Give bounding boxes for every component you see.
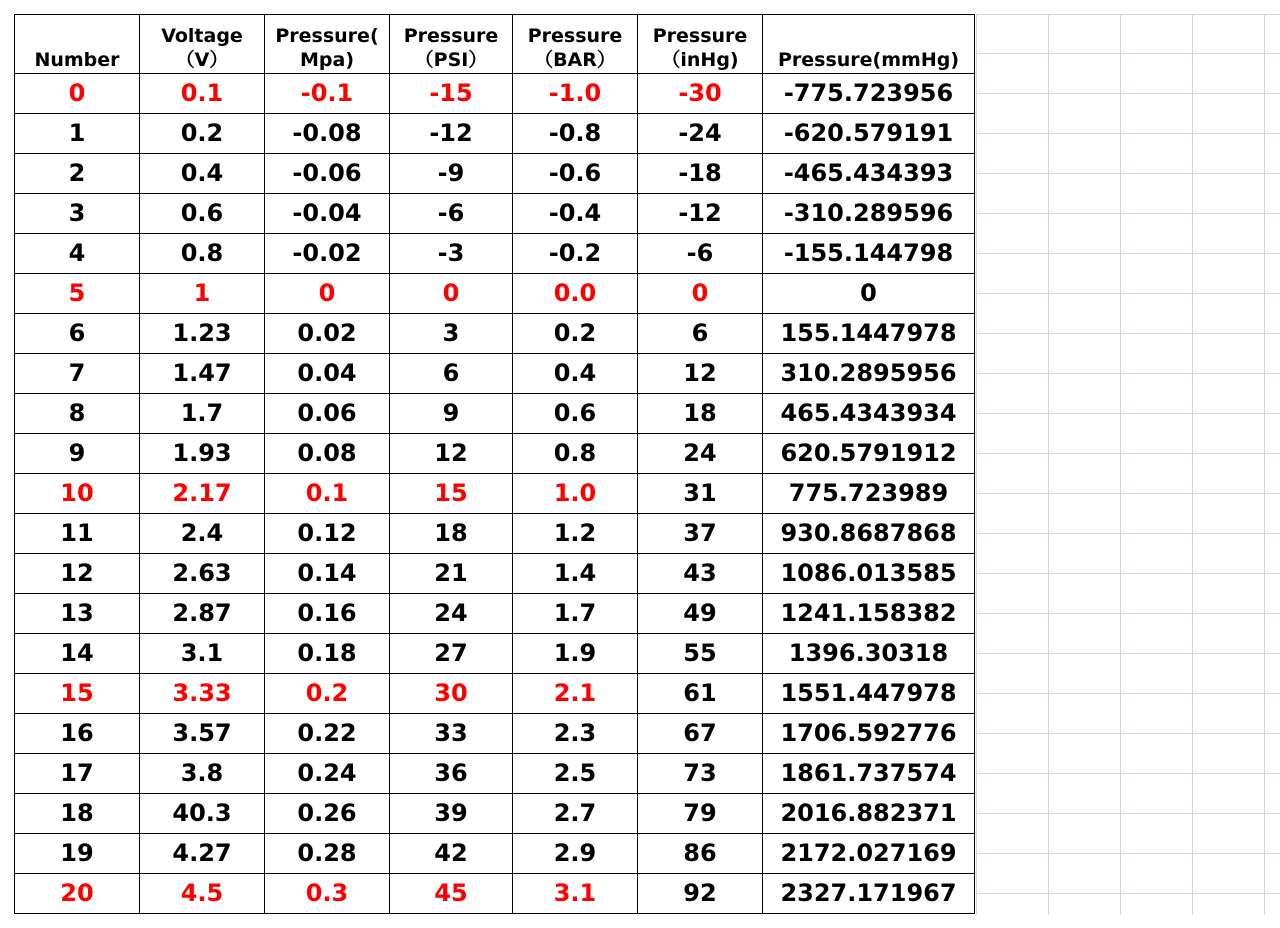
cell-pressure-inhg[interactable]: 43 [638, 554, 763, 594]
cell-pressure-inhg[interactable]: 79 [638, 794, 763, 834]
cell-number[interactable]: 3 [15, 194, 140, 234]
header-line2: （inHg) [661, 49, 739, 71]
cell-voltage[interactable]: 3.8 [140, 754, 265, 794]
cell-pressure-bar[interactable]: -0.4 [513, 194, 638, 234]
cell-pressure-mpa[interactable]: 0.04 [265, 354, 390, 394]
cell-voltage[interactable]: 3.1 [140, 634, 265, 674]
cell-pressure-psi[interactable]: 39 [390, 794, 513, 834]
table-row [15, 594, 975, 634]
cell-pressure-psi[interactable]: 27 [390, 634, 513, 674]
cell-voltage[interactable]: 1.23 [140, 314, 265, 354]
cell-voltage[interactable]: 0.8 [140, 234, 265, 274]
table-row [15, 394, 975, 434]
cell-pressure-mpa[interactable]: -0.1 [265, 74, 390, 114]
cell-voltage[interactable]: 1 [140, 274, 265, 314]
table-row [15, 634, 975, 674]
cell-voltage[interactable]: 2.4 [140, 514, 265, 554]
cell-pressure-psi[interactable]: -9 [390, 154, 513, 194]
cell-pressure-bar[interactable]: 3.1 [513, 874, 638, 914]
cell-pressure-mmhg[interactable]: 2172.027169 [763, 834, 975, 874]
cell-voltage[interactable]: 0.1 [140, 74, 265, 114]
cell-voltage[interactable]: 40.3 [140, 794, 265, 834]
cell-pressure-psi[interactable]: 45 [390, 874, 513, 914]
cell-number[interactable]: 7 [15, 354, 140, 394]
cell-pressure-mpa[interactable]: 0.2 [265, 674, 390, 714]
cell-pressure-bar[interactable]: 0.2 [513, 314, 638, 354]
cell-pressure-inhg[interactable]: -30 [638, 74, 763, 114]
table-row [15, 114, 975, 154]
cell-pressure-mmhg[interactable]: 1086.013585 [763, 554, 975, 594]
cell-pressure-mmhg[interactable]: 930.8687868 [763, 514, 975, 554]
header-pressure-bar[interactable] [513, 15, 638, 74]
cell-voltage[interactable]: 0.2 [140, 114, 265, 154]
cell-pressure-psi[interactable]: 3 [390, 314, 513, 354]
cell-pressure-psi[interactable]: -15 [390, 74, 513, 114]
cell-pressure-bar[interactable]: 1.4 [513, 554, 638, 594]
header-pressure-inhg[interactable] [638, 15, 763, 74]
header-line1: Pressure [527, 25, 623, 47]
cell-pressure-psi[interactable]: 0 [390, 274, 513, 314]
cell-pressure-psi[interactable]: 15 [390, 474, 513, 514]
cell-pressure-mmhg[interactable]: 1396.30318 [763, 634, 975, 674]
cell-number[interactable]: 2 [15, 154, 140, 194]
cell-pressure-bar[interactable]: 2.7 [513, 794, 638, 834]
cell-pressure-bar[interactable]: -1.0 [513, 74, 638, 114]
cell-voltage[interactable]: 4.5 [140, 874, 265, 914]
cell-pressure-psi[interactable]: -3 [390, 234, 513, 274]
table-row [15, 794, 975, 834]
cell-pressure-psi[interactable]: 36 [390, 754, 513, 794]
header-number[interactable] [15, 15, 140, 74]
cell-pressure-mmhg[interactable]: 155.1447978 [763, 314, 975, 354]
table-row [15, 154, 975, 194]
cell-pressure-bar[interactable]: 0.8 [513, 434, 638, 474]
cell-voltage[interactable]: 2.17 [140, 474, 265, 514]
cell-pressure-mpa[interactable]: 0.1 [265, 474, 390, 514]
cell-number[interactable]: 10 [15, 474, 140, 514]
cell-number[interactable]: 20 [15, 874, 140, 914]
cell-number[interactable]: 17 [15, 754, 140, 794]
cell-pressure-mpa[interactable]: 0 [265, 274, 390, 314]
cell-pressure-bar[interactable]: -0.6 [513, 154, 638, 194]
cell-pressure-inhg[interactable]: 12 [638, 354, 763, 394]
cell-number[interactable]: 18 [15, 794, 140, 834]
cell-number[interactable]: 1 [15, 114, 140, 154]
cell-voltage[interactable]: 0.6 [140, 194, 265, 234]
cell-pressure-mpa[interactable]: 0.14 [265, 554, 390, 594]
cell-pressure-bar[interactable]: 1.0 [513, 474, 638, 514]
table-row [15, 874, 975, 914]
cell-pressure-bar[interactable]: 2.1 [513, 674, 638, 714]
cell-pressure-mmhg[interactable]: -620.579191 [763, 114, 975, 154]
table-row [15, 74, 975, 114]
cell-number[interactable]: 16 [15, 714, 140, 754]
cell-pressure-bar[interactable]: 2.3 [513, 714, 638, 754]
cell-pressure-mmhg[interactable]: 1706.592776 [763, 714, 975, 754]
cell-pressure-bar[interactable]: 0.4 [513, 354, 638, 394]
cell-number[interactable]: 12 [15, 554, 140, 594]
table-row [15, 554, 975, 594]
table-row [15, 434, 975, 474]
cell-pressure-mpa[interactable]: 0.16 [265, 594, 390, 634]
cell-pressure-bar[interactable]: 1.2 [513, 514, 638, 554]
cell-pressure-psi[interactable]: 33 [390, 714, 513, 754]
cell-voltage[interactable]: 1.47 [140, 354, 265, 394]
table-row [15, 834, 975, 874]
cell-voltage[interactable]: 1.93 [140, 434, 265, 474]
cell-pressure-bar[interactable]: 0.0 [513, 274, 638, 314]
cell-pressure-inhg[interactable]: 86 [638, 834, 763, 874]
cell-pressure-mpa[interactable]: 0.24 [265, 754, 390, 794]
cell-pressure-inhg[interactable]: 24 [638, 434, 763, 474]
cell-pressure-mpa[interactable]: 0.28 [265, 834, 390, 874]
cell-number[interactable]: 6 [15, 314, 140, 354]
cell-number[interactable]: 11 [15, 514, 140, 554]
header-line2: （BAR） [534, 49, 616, 71]
cell-pressure-mmhg[interactable]: -465.434393 [763, 154, 975, 194]
cell-pressure-psi[interactable]: 42 [390, 834, 513, 874]
table-body [15, 74, 975, 914]
cell-pressure-mpa[interactable]: -0.06 [265, 154, 390, 194]
cell-pressure-inhg[interactable]: 61 [638, 674, 763, 714]
cell-pressure-mmhg[interactable]: -775.723956 [763, 74, 975, 114]
cell-number[interactable]: 13 [15, 594, 140, 634]
cell-pressure-mmhg[interactable]: 1551.447978 [763, 674, 975, 714]
cell-pressure-mpa[interactable]: 0.26 [265, 794, 390, 834]
cell-pressure-mpa[interactable]: -0.02 [265, 234, 390, 274]
header-line1: Pressure( [275, 25, 379, 47]
cell-pressure-mpa[interactable]: 0.18 [265, 634, 390, 674]
cell-pressure-inhg[interactable]: 92 [638, 874, 763, 914]
cell-pressure-bar[interactable]: 1.7 [513, 594, 638, 634]
table-row [15, 234, 975, 274]
cell-pressure-psi[interactable]: 21 [390, 554, 513, 594]
cell-pressure-mpa[interactable]: 0.12 [265, 514, 390, 554]
cell-pressure-mmhg[interactable]: 2327.171967 [763, 874, 975, 914]
empty-spreadsheet-cells[interactable] [976, 14, 1280, 915]
cell-pressure-inhg[interactable]: 0 [638, 274, 763, 314]
table-row [15, 354, 975, 394]
cell-voltage[interactable]: 4.27 [140, 834, 265, 874]
cell-number[interactable]: 19 [15, 834, 140, 874]
header-pressure-mpa[interactable] [265, 15, 390, 74]
cell-voltage[interactable]: 0.4 [140, 154, 265, 194]
header-line1: Pressure [403, 25, 499, 47]
cell-pressure-psi[interactable]: -6 [390, 194, 513, 234]
cell-pressure-inhg[interactable]: -18 [638, 154, 763, 194]
cell-number[interactable]: 0 [15, 74, 140, 114]
cell-voltage[interactable]: 2.87 [140, 594, 265, 634]
cell-pressure-inhg[interactable]: 49 [638, 594, 763, 634]
cell-pressure-bar[interactable]: 1.9 [513, 634, 638, 674]
cell-pressure-mpa[interactable]: 0.06 [265, 394, 390, 434]
cell-pressure-mmhg[interactable]: 465.4343934 [763, 394, 975, 434]
cell-pressure-inhg[interactable]: 37 [638, 514, 763, 554]
cell-pressure-mmhg[interactable]: 1861.737574 [763, 754, 975, 794]
cell-pressure-mmhg[interactable]: 0 [763, 274, 975, 314]
cell-pressure-psi[interactable]: 24 [390, 594, 513, 634]
table-row [15, 474, 975, 514]
cell-pressure-bar[interactable]: -0.2 [513, 234, 638, 274]
header-pressure-psi[interactable] [390, 15, 513, 74]
cell-pressure-mmhg[interactable]: 1241.158382 [763, 594, 975, 634]
cell-voltage[interactable]: 3.33 [140, 674, 265, 714]
header-line2: Pressure(mmHg) [777, 49, 960, 71]
cell-pressure-bar[interactable]: -0.8 [513, 114, 638, 154]
cell-voltage[interactable]: 2.63 [140, 554, 265, 594]
cell-pressure-mmhg[interactable]: 620.5791912 [763, 434, 975, 474]
cell-pressure-inhg[interactable]: 6 [638, 314, 763, 354]
cell-number[interactable]: 14 [15, 634, 140, 674]
cell-pressure-psi[interactable]: 9 [390, 394, 513, 434]
header-line2: （PSI） [414, 49, 488, 71]
cell-voltage[interactable]: 3.57 [140, 714, 265, 754]
cell-number[interactable]: 5 [15, 274, 140, 314]
cell-number[interactable]: 9 [15, 434, 140, 474]
cell-number[interactable]: 15 [15, 674, 140, 714]
table-row [15, 674, 975, 714]
cell-pressure-psi[interactable]: 18 [390, 514, 513, 554]
cell-pressure-inhg[interactable]: -6 [638, 234, 763, 274]
header-pressure-mmhg[interactable] [763, 15, 975, 74]
cell-pressure-inhg[interactable]: 73 [638, 754, 763, 794]
table-row [15, 754, 975, 794]
cell-pressure-inhg[interactable]: -12 [638, 194, 763, 234]
table-row [15, 314, 975, 354]
table-row [15, 514, 975, 554]
header-line2: Mpa) [299, 49, 354, 71]
cell-pressure-bar[interactable]: 2.5 [513, 754, 638, 794]
cell-pressure-mmhg[interactable]: 775.723989 [763, 474, 975, 514]
cell-number[interactable]: 8 [15, 394, 140, 434]
header-line1: Pressure [652, 25, 748, 47]
header-row [15, 15, 975, 74]
cell-voltage[interactable]: 1.7 [140, 394, 265, 434]
cell-pressure-mpa[interactable]: -0.08 [265, 114, 390, 154]
cell-pressure-psi[interactable]: 12 [390, 434, 513, 474]
pressure-conversion-table [14, 14, 975, 914]
cell-pressure-bar[interactable]: 2.9 [513, 834, 638, 874]
cell-pressure-inhg[interactable]: -24 [638, 114, 763, 154]
header-line2: Number [34, 49, 120, 71]
table-row [15, 194, 975, 234]
header-line1: Voltage [161, 25, 243, 47]
cell-pressure-mmhg[interactable]: -155.144798 [763, 234, 975, 274]
header-voltage[interactable] [140, 15, 265, 74]
cell-pressure-psi[interactable]: -12 [390, 114, 513, 154]
table-row [15, 714, 975, 754]
cell-pressure-mpa[interactable]: 0.22 [265, 714, 390, 754]
cell-pressure-mmhg[interactable]: 2016.882371 [763, 794, 975, 834]
header-line2: （V） [175, 49, 229, 71]
table-row [15, 274, 975, 314]
cell-pressure-psi[interactable]: 6 [390, 354, 513, 394]
cell-pressure-inhg[interactable]: 55 [638, 634, 763, 674]
cell-pressure-psi[interactable]: 30 [390, 674, 513, 714]
cell-pressure-inhg[interactable]: 18 [638, 394, 763, 434]
cell-pressure-mpa[interactable]: -0.04 [265, 194, 390, 234]
cell-pressure-mmhg[interactable]: -310.289596 [763, 194, 975, 234]
cell-pressure-mpa[interactable]: 0.02 [265, 314, 390, 354]
cell-pressure-mmhg[interactable]: 310.2895956 [763, 354, 975, 394]
cell-number[interactable]: 4 [15, 234, 140, 274]
cell-pressure-mpa[interactable]: 0.3 [265, 874, 390, 914]
cell-pressure-bar[interactable]: 0.6 [513, 394, 638, 434]
cell-pressure-inhg[interactable]: 67 [638, 714, 763, 754]
cell-pressure-mpa[interactable]: 0.08 [265, 434, 390, 474]
cell-pressure-inhg[interactable]: 31 [638, 474, 763, 514]
